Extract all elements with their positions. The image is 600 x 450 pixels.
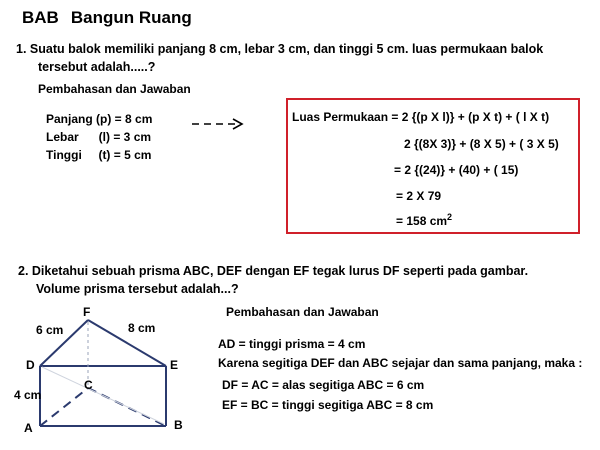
q2-text-line1: 2. Diketahui sebuah prisma ABC, DEF dengan EF tegak lurus DF seperti pada gambar. — [18, 264, 529, 278]
q1-step-formula: Luas Permukaan = 2 {(p X l)} + (p X t) + ( l X t) — [292, 110, 550, 124]
title-word-bab: BAB — [22, 8, 59, 27]
vertex-f: F — [83, 305, 91, 319]
title-word-topic: Bangun Ruang — [70, 8, 192, 27]
q2-text-line2: Volume prisma tersebut adalah...? — [36, 282, 239, 296]
q1-step-substitute: 2 {(8X 3)} + (8 X 5) + ( 3 X 5) — [404, 137, 559, 151]
vertex-a: A — [24, 421, 33, 435]
q2-line-height: AD = tinggi prisma = 4 cm — [218, 337, 366, 351]
q1-given-height: Tinggi (t) = 5 cm — [46, 148, 152, 162]
q1-step-multiply: = 2 {(24)} + (40) + ( 15) — [394, 163, 519, 177]
q1-result-exponent: 2 — [447, 212, 453, 222]
vertex-d: D — [26, 358, 35, 372]
vertex-b: B — [174, 418, 183, 432]
q1-heading: Pembahasan dan Jawaban — [38, 82, 191, 96]
q1-text-line2: tersebut adalah.....? — [38, 60, 156, 74]
label-fe-length: 8 cm — [128, 321, 156, 335]
q1-step-result: = 158 $cm^2$ — [396, 212, 453, 228]
label-ad-length: 4 cm — [14, 388, 42, 402]
vertex-c: C — [84, 378, 93, 392]
q2-heading: Pembahasan dan Jawaban — [226, 305, 379, 319]
vertex-e: E — [170, 358, 179, 372]
q2-line-triangle-height: EF = BC = tinggi segitiga ABC = 8 cm — [222, 398, 434, 412]
q2-line-parallel: Karena segitiga DEF dan ABC sejajar dan sama panjang, maka : — [218, 356, 583, 370]
q1-text-line1: 1. Suatu balok memiliki panjang 8 cm, lebar 3 cm, dan tinggi 5 cm. luas permukaan balok — [16, 42, 544, 56]
q1-given-length: Panjang (p) = 8 cm — [46, 112, 153, 126]
q2-line-base: DF = AC = alas segitiga ABC = 6 cm — [222, 378, 425, 392]
edge-ac — [40, 388, 88, 426]
edge-ae-diagonal — [42, 367, 164, 424]
q1-step-sum: = 2 X 79 — [396, 189, 442, 203]
label-df-length: 6 cm — [36, 323, 64, 337]
q1-given-width: Lebar (l) = 3 cm — [46, 130, 152, 144]
